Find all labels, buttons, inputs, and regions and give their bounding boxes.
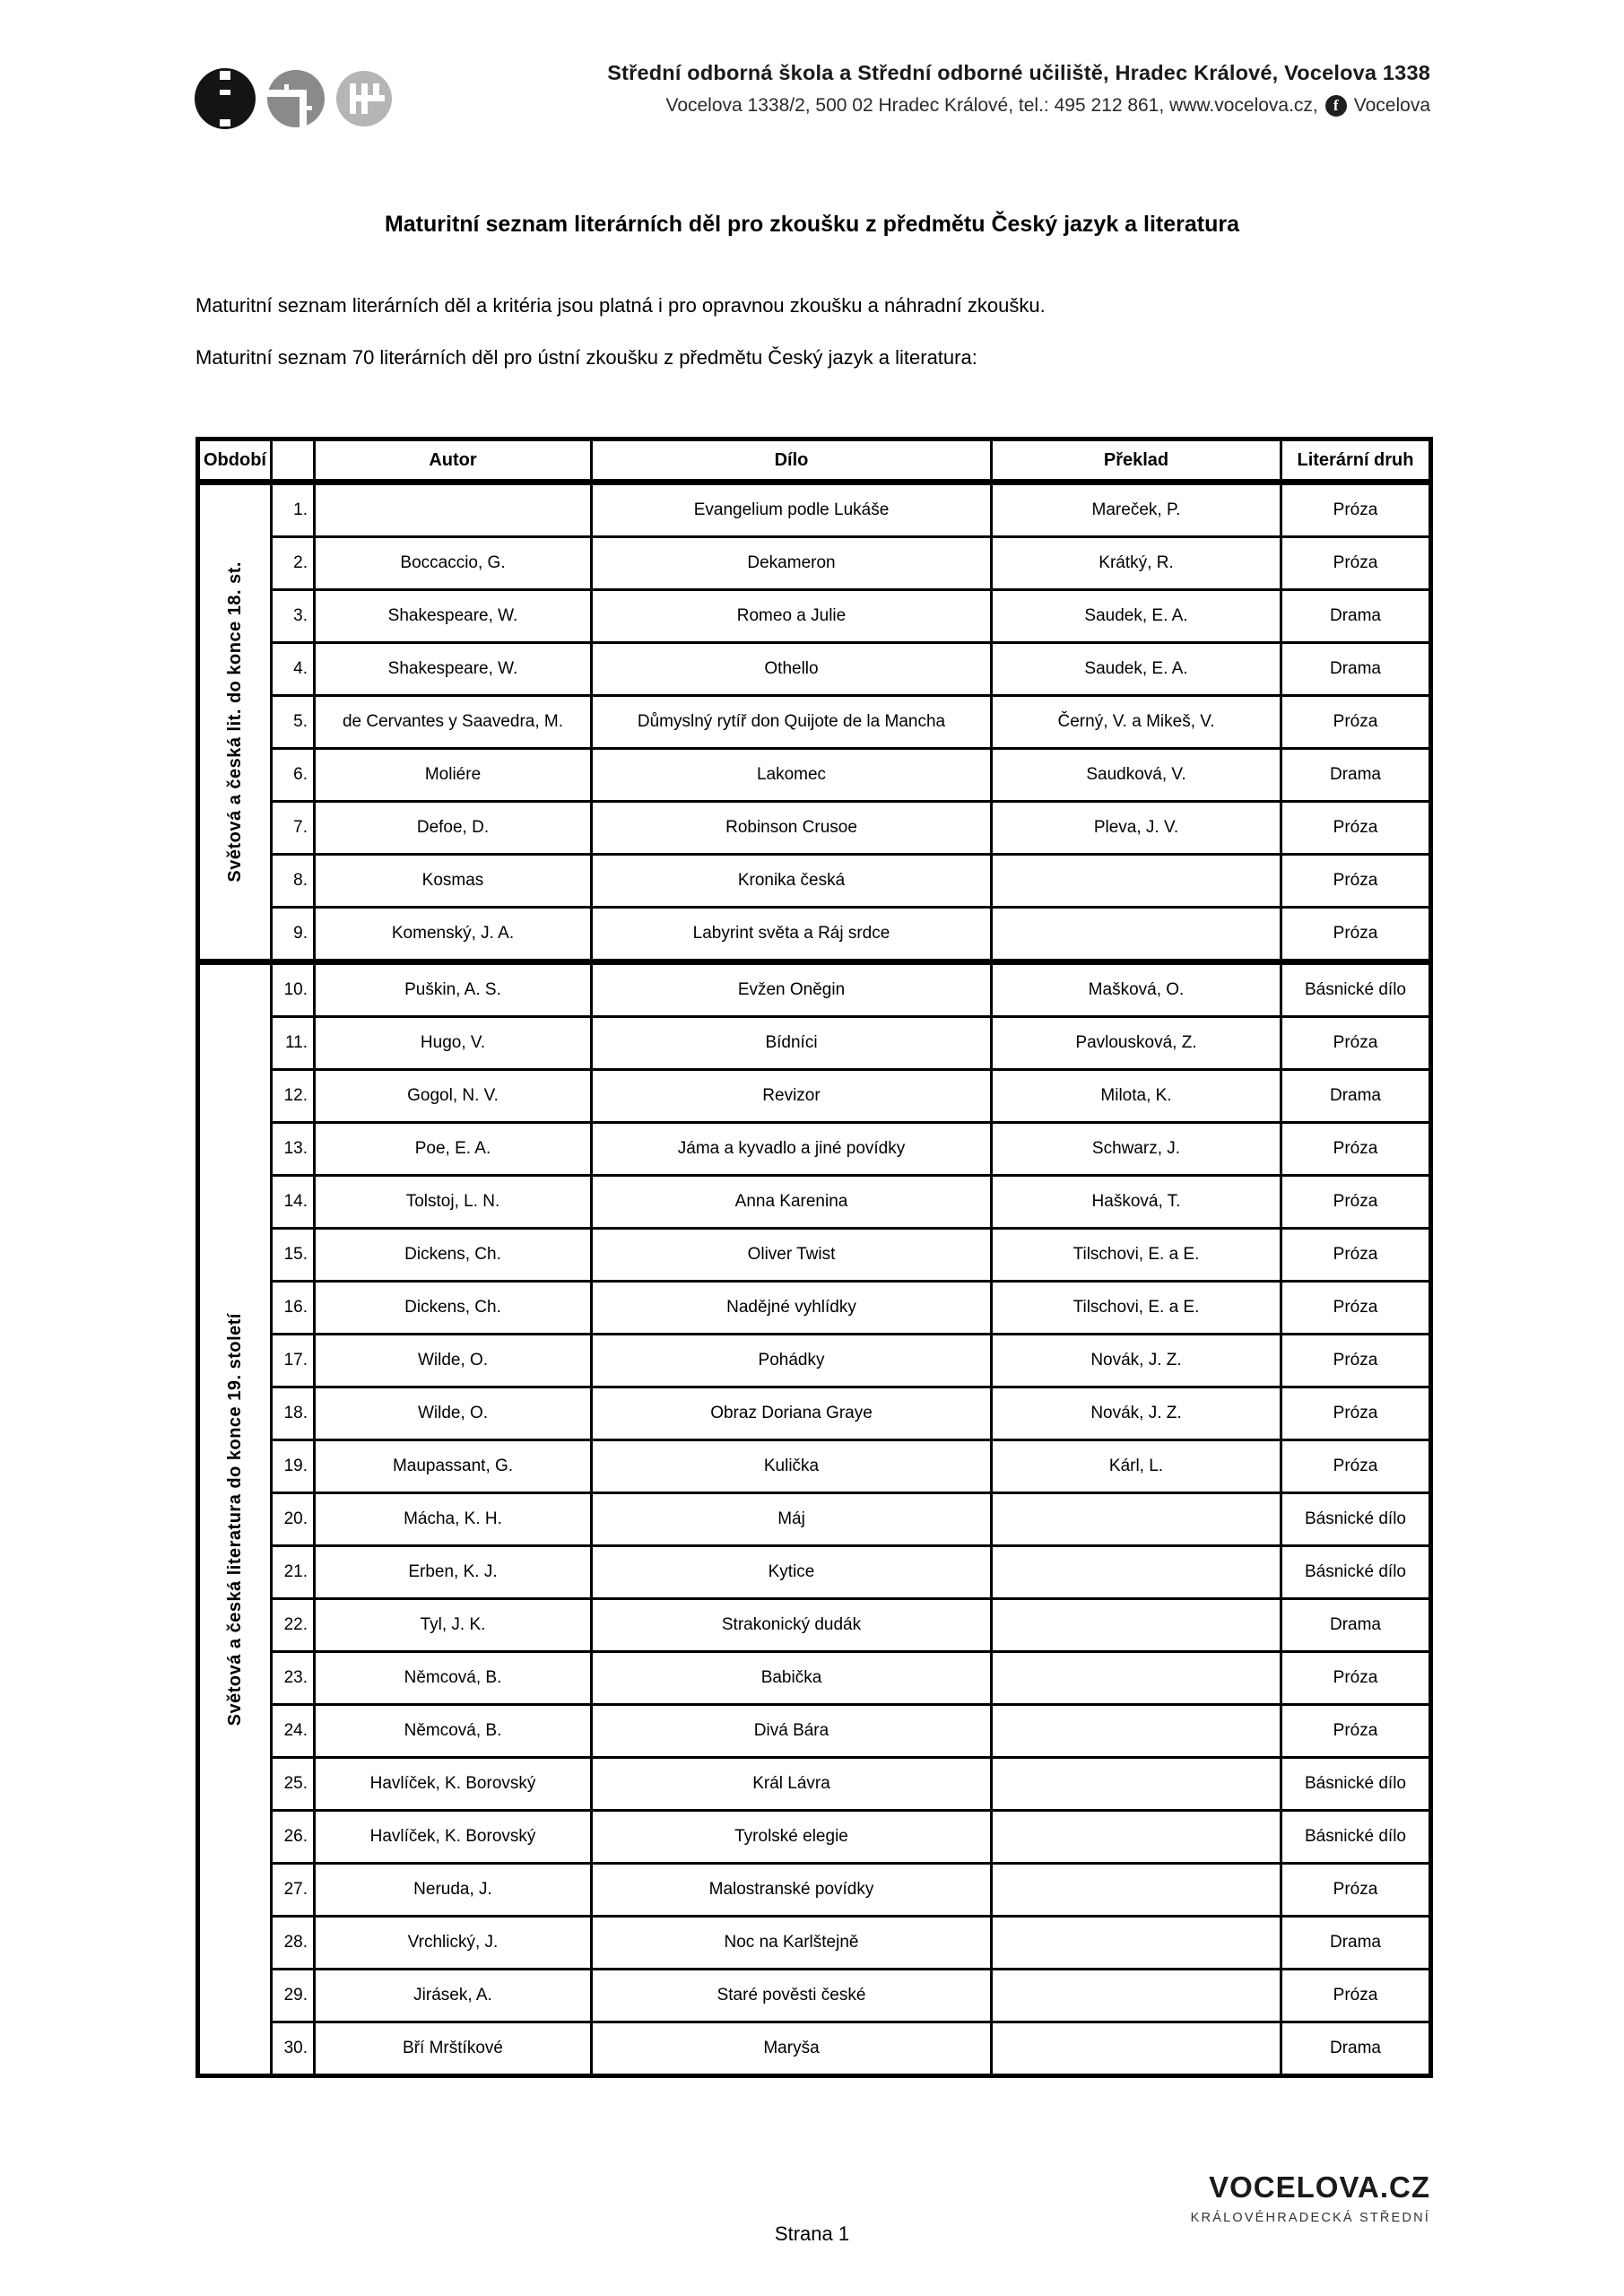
table-row [198,1123,1431,1176]
title-cell: Divá Bára [592,1705,992,1758]
intro-paragraph-2: Maturitní seznam 70 literárních děl pro ústní zkoušku z předmětu Český jazyk a literatura: [195,346,977,369]
title-cell: Revizor [592,1070,992,1123]
row-number-cell: 8. [272,855,315,908]
row-number-cell: 14. [272,1176,315,1229]
translation-cell: Černý, V. a Mikeš, V. [992,696,1281,749]
title-cell: Malostranské povídky [592,1864,992,1917]
author-cell: Hugo, V. [315,1017,592,1070]
table-row [198,1176,1431,1229]
genre-cell: Drama [1281,749,1431,802]
title-cell: Strakonický dudák [592,1599,992,1652]
title-cell: Král Lávra [592,1758,992,1811]
author-cell: Němcová, B. [315,1652,592,1705]
table-row [198,1652,1431,1705]
translation-cell [992,1970,1281,2022]
author-cell [315,483,592,537]
translation-cell: Novák, J. Z. [992,1387,1281,1440]
page-title: Maturitní seznam literárních děl pro zkoušku z předmětu Český jazyk a literatura [384,212,1240,237]
author-cell: Kosmas [315,855,592,908]
author-cell: Poe, E. A. [315,1123,592,1176]
table-row [198,1440,1431,1493]
title-cell: Babička [592,1652,992,1705]
translation-cell: Tilschovi, E. a E. [992,1229,1281,1282]
translation-cell: Saudek, E. A. [992,643,1281,696]
genre-cell: Próza [1281,855,1431,908]
table-row [198,537,1431,590]
row-number-cell: 29. [272,1970,315,2022]
author-cell: Mácha, K. H. [315,1493,592,1546]
table-row [198,1864,1431,1917]
facebook-icon: f [1325,95,1347,117]
table-row [198,1387,1431,1440]
author-cell: Maupassant, G. [315,1440,592,1493]
genre-cell: Próza [1281,802,1431,855]
header-preklad: Překlad [992,439,1281,483]
translation-cell [992,2022,1281,2076]
table-row [198,1493,1431,1546]
genre-cell: Próza [1281,1440,1431,1493]
table-row [198,1705,1431,1758]
author-cell: Dickens, Ch. [315,1229,592,1282]
genre-cell: Próza [1281,1229,1431,1282]
row-number-cell: 12. [272,1070,315,1123]
genre-cell: Próza [1281,1335,1431,1387]
carpenter-square-icon [267,70,325,127]
footer-brand-subtitle: KRÁLOVÉHRADECKÁ STŘEDNÍ [1190,2211,1430,2225]
page-number: Strana 1 [774,2222,850,2245]
school-address-text: Vocelova 1338/2, 500 02 Hradec Králové, tel.: 495 212 861, www.vocelova.cz, [665,95,1318,116]
genre-cell: Próza [1281,696,1431,749]
genre-cell: Drama [1281,1599,1431,1652]
row-number-cell: 28. [272,1917,315,1970]
translation-cell [992,1599,1281,1652]
translation-cell: Saudek, E. A. [992,590,1281,643]
author-cell: Moliére [315,749,592,802]
row-number-cell: 18. [272,1387,315,1440]
row-number-cell: 20. [272,1493,315,1546]
title-cell: Kronika česká [592,855,992,908]
genre-cell: Próza [1281,1864,1431,1917]
title-cell: Máj [592,1493,992,1546]
header-number [272,439,315,483]
title-cell: Kytice [592,1546,992,1599]
translation-cell: Hašková, T. [992,1176,1281,1229]
table-row [198,1229,1431,1282]
author-cell: Havlíček, K. Borovský [315,1811,592,1864]
author-cell: Puškin, A. S. [315,962,592,1017]
table-row [198,749,1431,802]
translation-cell: Milota, K. [992,1070,1281,1123]
genre-cell: Drama [1281,643,1431,696]
letterhead [607,61,1430,117]
author-cell: Havlíček, K. Borovský [315,1758,592,1811]
translation-cell [992,1705,1281,1758]
title-cell: Tyrolské elegie [592,1811,992,1864]
table-row [198,643,1431,696]
row-number-cell: 24. [272,1705,315,1758]
table-row [198,1917,1431,1970]
genre-cell: Próza [1281,1652,1431,1705]
header-dilo: Dílo [592,439,992,483]
author-cell: Neruda, J. [315,1864,592,1917]
table-row [198,1758,1431,1811]
school-logo [195,68,392,129]
translation-cell: Novák, J. Z. [992,1335,1281,1387]
row-number-cell: 15. [272,1229,315,1282]
row-number-cell: 11. [272,1017,315,1070]
school-name: Střední odborná škola a Střední odborné učiliště, Hradec Králové, Vocelova 1338 [607,61,1430,84]
table-row [198,590,1431,643]
school-contact-line [607,95,1430,117]
header-literarni-druh: Literární druh [1281,439,1431,483]
genre-cell: Básnické dílo [1281,1811,1431,1864]
period-cell [198,962,272,2076]
author-cell: Boccaccio, G. [315,537,592,590]
row-number-cell: 17. [272,1335,315,1387]
genre-cell: Básnické dílo [1281,1546,1431,1599]
title-cell: Pohádky [592,1335,992,1387]
table-row [198,1282,1431,1335]
genre-cell: Próza [1281,908,1431,962]
genre-cell: Próza [1281,1176,1431,1229]
row-number-cell: 6. [272,749,315,802]
table-row [198,855,1431,908]
row-number-cell: 21. [272,1546,315,1599]
row-number-cell: 30. [272,2022,315,2076]
title-cell: Jáma a kyvadlo a jiné povídky [592,1123,992,1176]
translation-cell: Pavlousková, Z. [992,1017,1281,1070]
author-cell: Vrchlický, J. [315,1917,592,1970]
author-cell: Němcová, B. [315,1705,592,1758]
author-cell: Komenský, J. A. [315,908,592,962]
footer-brand [1191,2170,1430,2225]
author-cell: Shakespeare, W. [315,590,592,643]
table-row [198,1070,1431,1123]
translation-cell [992,1811,1281,1864]
author-cell: Tyl, J. K. [315,1599,592,1652]
row-number-cell: 4. [272,643,315,696]
title-cell: Důmyslný rytíř don Quijote de la Mancha [592,696,992,749]
table-row [198,908,1431,962]
author-cell: Shakespeare, W. [315,643,592,696]
period-label: Světová a česká lit. do konce 18. st. [225,561,245,883]
table-row [198,1599,1431,1652]
author-cell: Dickens, Ch. [315,1282,592,1335]
genre-cell: Básnické dílo [1281,1758,1431,1811]
author-cell: Wilde, O. [315,1387,592,1440]
period-label: Světová a česká literatura do konce 19. století [225,1312,245,1726]
footer-brand-logo: VOCELOVA.CZ [1209,2170,1430,2204]
translation-cell: Krátký, R. [992,537,1281,590]
title-cell: Evžen Oněgin [592,962,992,1017]
genre-cell: Próza [1281,1282,1431,1335]
translation-cell [992,908,1281,962]
intro-paragraph-1: Maturitní seznam literárních děl a kritéria jsou platná i pro opravnou zkoušku a náhradní zkoušku. [195,294,1046,317]
author-cell: Bří Mrštíkové [315,2022,592,2076]
author-cell: Jirásek, A. [315,1970,592,2022]
title-cell: Kulička [592,1440,992,1493]
translation-cell: Mašková, O. [992,962,1281,1017]
title-cell: Noc na Karlštejně [592,1917,992,1970]
row-number-cell: 25. [272,1758,315,1811]
gear-shift-icon [336,71,392,126]
title-cell: Anna Karenina [592,1176,992,1229]
table-row [198,1811,1431,1864]
table-row [198,1017,1431,1070]
genre-cell: Básnické dílo [1281,1493,1431,1546]
works-table [195,437,1433,2078]
translation-cell: Tilschovi, E. a E. [992,1282,1281,1335]
title-cell: Othello [592,643,992,696]
table-row [198,696,1431,749]
period-cell [198,483,272,962]
table-row [198,1546,1431,1599]
title-cell: Bídníci [592,1017,992,1070]
title-cell: Maryša [592,2022,992,2076]
genre-cell: Básnické dílo [1281,962,1431,1017]
author-cell: Tolstoj, L. N. [315,1176,592,1229]
author-cell: Gogol, N. V. [315,1070,592,1123]
row-number-cell: 19. [272,1440,315,1493]
table-row [198,1970,1431,2022]
header-autor: Autor [315,439,592,483]
table-row [198,962,1431,1017]
author-cell: Wilde, O. [315,1335,592,1387]
table-row [198,2022,1431,2076]
row-number-cell: 23. [272,1652,315,1705]
title-cell: Labyrint světa a Ráj srdce [592,908,992,962]
translation-cell [992,1758,1281,1811]
translation-cell: Kárl, L. [992,1440,1281,1493]
title-cell: Evangelium podle Lukáše [592,483,992,537]
translation-cell [992,1652,1281,1705]
row-number-cell: 13. [272,1123,315,1176]
genre-cell: Próza [1281,1017,1431,1070]
row-number-cell: 10. [272,962,315,1017]
author-cell: Erben, K. J. [315,1546,592,1599]
title-cell: Oliver Twist [592,1229,992,1282]
title-cell: Dekameron [592,537,992,590]
translation-cell [992,1917,1281,1970]
translation-cell [992,1864,1281,1917]
title-cell: Lakomec [592,749,992,802]
author-cell: Defoe, D. [315,802,592,855]
row-number-cell: 9. [272,908,315,962]
translation-cell: Saudková, V. [992,749,1281,802]
row-number-cell: 1. [272,483,315,537]
translation-cell: Mareček, P. [992,483,1281,537]
title-cell: Romeo a Julie [592,590,992,643]
row-number-cell: 27. [272,1864,315,1917]
facebook-page-name: Vocelova [1353,95,1430,116]
row-number-cell: 26. [272,1811,315,1864]
row-number-cell: 16. [272,1282,315,1335]
author-cell: de Cervantes y Saavedra, M. [315,696,592,749]
table-row [198,1335,1431,1387]
translation-cell: Schwarz, J. [992,1123,1281,1176]
genre-cell: Próza [1281,537,1431,590]
row-number-cell: 22. [272,1599,315,1652]
genre-cell: Próza [1281,483,1431,537]
translation-cell [992,1546,1281,1599]
row-number-cell: 5. [272,696,315,749]
row-number-cell: 2. [272,537,315,590]
genre-cell: Próza [1281,1970,1431,2022]
title-cell: Staré pověsti české [592,1970,992,2022]
table-header-row [198,439,1431,483]
works-table-body [198,483,1431,2076]
genre-cell: Drama [1281,1070,1431,1123]
genre-cell: Drama [1281,2022,1431,2076]
table-row [198,483,1431,537]
translation-cell [992,855,1281,908]
row-number-cell: 7. [272,802,315,855]
genre-cell: Próza [1281,1705,1431,1758]
translation-cell: Pleva, J. V. [992,802,1281,855]
genre-cell: Drama [1281,1917,1431,1970]
translation-cell [992,1493,1281,1546]
title-cell: Nadějné vyhlídky [592,1282,992,1335]
table-row [198,802,1431,855]
genre-cell: Próza [1281,1387,1431,1440]
header-obdobi: Období [198,439,272,483]
title-cell: Robinson Crusoe [592,802,992,855]
title-cell: Obraz Doriana Graye [592,1387,992,1440]
tool-circle-1-icon [195,68,256,129]
row-number-cell: 3. [272,590,315,643]
genre-cell: Próza [1281,1123,1431,1176]
genre-cell: Drama [1281,590,1431,643]
